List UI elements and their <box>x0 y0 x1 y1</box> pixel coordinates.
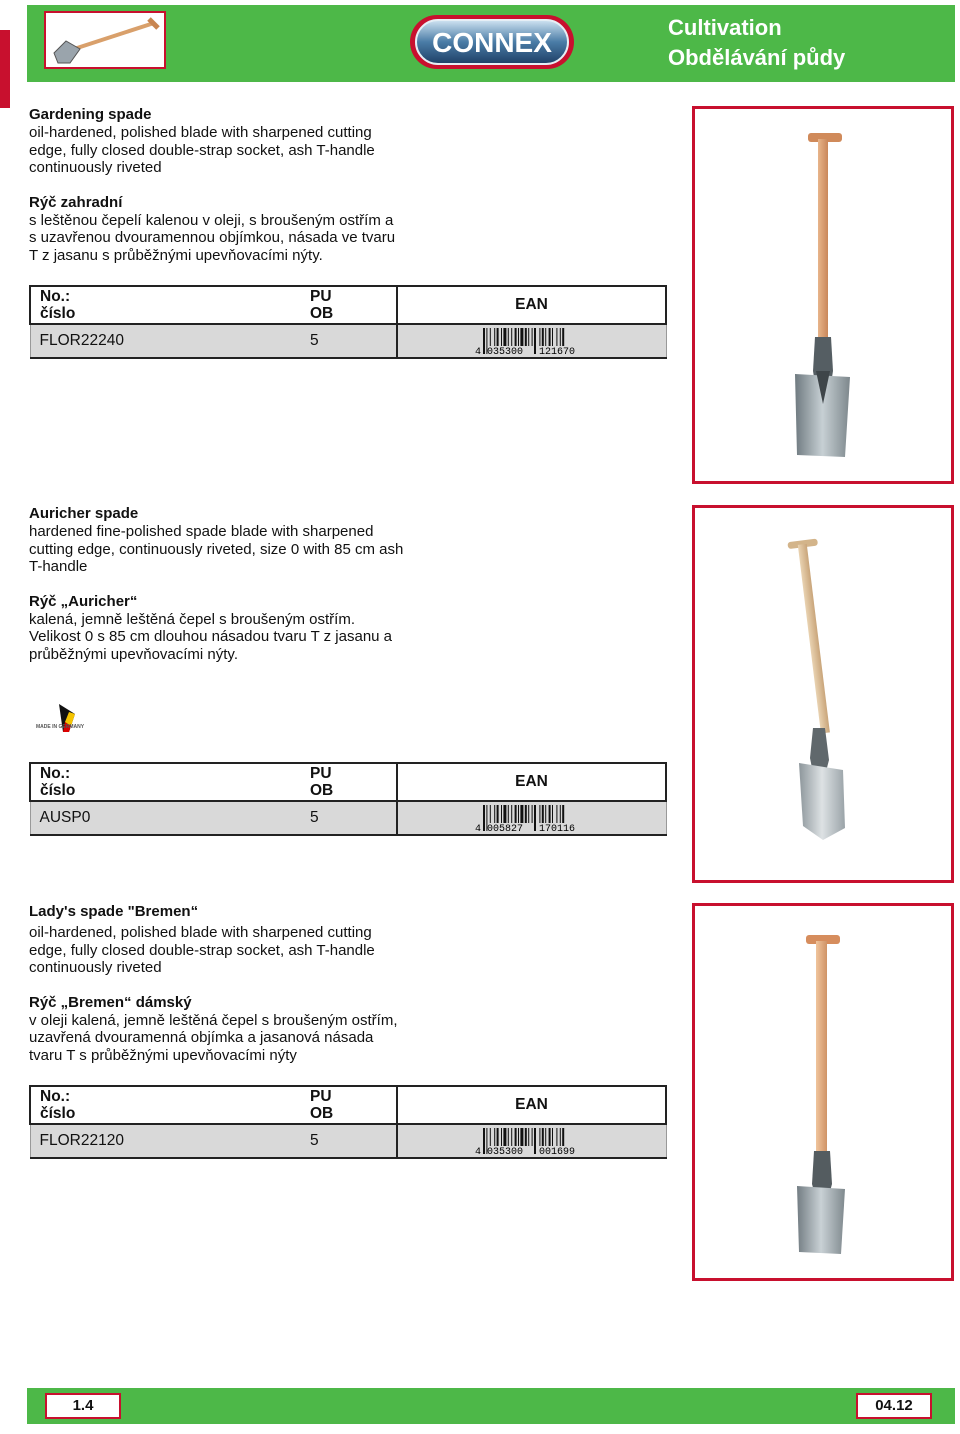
product-lady-spade-bremen <box>29 903 449 1064</box>
header-pu-cell: PU OB <box>310 1086 397 1124</box>
barcode-bar <box>511 1128 512 1146</box>
description-cz-line: průběžnými upevňovacími nýty. <box>29 645 238 663</box>
ean-cell <box>397 1124 666 1158</box>
category-thumbnail <box>44 11 166 69</box>
barcode-bar <box>501 1128 502 1146</box>
red-accent-bar <box>0 30 10 108</box>
description-en-line: oil-hardened, polished blade with sharpened cutting <box>29 124 372 141</box>
barcode-bar <box>531 805 532 823</box>
product-title-cz: Rýč „Auricher“ <box>29 592 138 610</box>
svg-text:4: 4 <box>474 347 481 358</box>
barcode-bar <box>483 1128 485 1154</box>
barcode-bar <box>545 328 546 346</box>
description-en-line: continuously riveted <box>29 159 162 176</box>
description-cz-line: kalená, jemně leštěná čepel s broušeným ostřím. <box>29 610 355 628</box>
description-en-line: cutting edge, continuously riveted, size 0 with 85 cm ash <box>29 540 404 558</box>
header-number-cell: No.: číslo <box>30 1086 310 1124</box>
barcode-bar <box>511 328 512 346</box>
barcode-bar <box>503 328 506 346</box>
product-image-frame <box>692 106 954 484</box>
svg-text:121670: 121670 <box>538 347 575 358</box>
description-en-line: continuously riveted <box>29 959 162 976</box>
logo-text: CONNEX <box>432 27 552 58</box>
barcode-bar <box>556 1128 557 1146</box>
footer-band <box>27 1388 955 1424</box>
description-cz-line: s leštěnou čepelí kalenou v oleji, s broušeným ostřím a <box>29 211 394 229</box>
spade-thumbnail-icon <box>46 13 164 67</box>
barcode-bar <box>548 328 550 346</box>
barcode <box>473 803 591 833</box>
barcode-bar <box>534 1128 536 1154</box>
page-number: 1.4 <box>45 1393 121 1419</box>
description-en-line: hardened fine-polished spade blade with sharpened <box>29 523 374 540</box>
badge-text: MADE IN GERMANY <box>36 724 85 730</box>
made-in-germany-badge <box>35 702 85 736</box>
barcode <box>473 326 591 356</box>
barcode-bar <box>531 1128 532 1146</box>
header-ean-cell: EAN <box>397 286 666 324</box>
barcode-bar <box>508 1128 509 1146</box>
description-cz-line: v oleji kalená, jemně leštěná čepel s broušeným ostřím, <box>29 1011 398 1029</box>
lady-spade-image <box>695 906 951 1278</box>
product-gardening-spade <box>29 106 449 264</box>
barcode-bar <box>562 1128 564 1146</box>
barcode-bar <box>545 1128 546 1146</box>
barcode-bar <box>496 328 498 346</box>
barcode-bar <box>534 805 536 831</box>
barcode <box>473 1126 591 1156</box>
header-ean-cell: EAN <box>397 763 666 801</box>
svg-text:4: 4 <box>474 824 481 835</box>
catalog-date: 04.12 <box>856 1393 932 1419</box>
description-en-line: T-handle <box>29 558 88 575</box>
barcode-bar <box>520 1128 523 1146</box>
barcode-bar <box>552 805 553 823</box>
barcode-bar <box>518 328 519 346</box>
page-title <box>668 13 845 73</box>
ean-cell <box>397 324 666 358</box>
barcode-bar <box>483 805 485 831</box>
barcode-bar <box>503 1128 506 1146</box>
barcode-bar <box>496 805 498 823</box>
product-title-cz: Rýč zahradní <box>29 193 123 211</box>
description-cz-line: T z jasanu s průběžnými upevňovacími nýty. <box>29 246 323 264</box>
svg-text:4: 4 <box>474 1147 481 1158</box>
barcode-bar <box>539 1128 540 1146</box>
barcode-bar <box>560 805 561 823</box>
barcode-bar <box>528 328 529 346</box>
barcode-bar <box>539 805 540 823</box>
barcode-bar <box>518 805 519 823</box>
product-number: FLOR22120 <box>30 1124 310 1158</box>
header-ean-cell: EAN <box>397 1086 666 1124</box>
product-title-en: Gardening spade <box>29 106 152 123</box>
barcode-bar <box>490 328 491 346</box>
barcode-bar <box>560 1128 561 1146</box>
barcode-bar <box>545 805 546 823</box>
barcode-bar <box>548 1128 550 1146</box>
product-number: FLOR22240 <box>30 324 310 358</box>
barcode-bar <box>525 328 527 346</box>
header-number-cell: No.: číslo <box>30 763 310 801</box>
packing-unit: 5 <box>310 801 397 835</box>
barcode-bar <box>520 805 523 823</box>
barcode-bar <box>528 1128 529 1146</box>
header-pu-cell: PU OB <box>310 286 397 324</box>
barcode-bar <box>503 805 506 823</box>
packing-unit: 5 <box>310 1124 397 1158</box>
svg-text:001699: 001699 <box>538 1147 575 1158</box>
description-cz-line: uzavřená dvouramenná objímka a jasanová násada <box>29 1029 374 1046</box>
spec-table <box>29 762 667 836</box>
barcode-bar <box>542 805 544 823</box>
barcode-bar <box>525 1128 527 1146</box>
barcode-bar <box>494 328 495 346</box>
barcode-bar <box>508 328 509 346</box>
title-czech: Obdělávání půdy <box>668 45 846 70</box>
barcode-bar <box>494 1128 495 1146</box>
barcode-bar <box>494 805 495 823</box>
barcode-bar <box>483 328 485 354</box>
barcode-bar <box>542 1128 544 1146</box>
barcode-bar <box>525 805 527 823</box>
barcode-bar <box>560 328 561 346</box>
connex-logo <box>408 12 576 72</box>
product-title-cz: Rýč „Bremen“ dámský <box>29 993 192 1011</box>
product-image-frame <box>692 903 954 1281</box>
description-en-line: edge, fully closed double-strap socket, ash T-handle <box>29 941 375 959</box>
barcode-bar <box>556 805 557 823</box>
product-title-en: Lady's spade "Bremen“ <box>29 903 199 920</box>
svg-text:170116: 170116 <box>538 824 575 835</box>
barcode-bar <box>514 1128 516 1146</box>
product-number: AUSP0 <box>30 801 310 835</box>
description-en-line: edge, fully closed double-strap socket, ash T-handle <box>29 141 375 159</box>
barcode-bar <box>514 328 516 346</box>
spec-table <box>29 1085 667 1159</box>
description-cz-line: s uzavřenou dvouramennou objímkou, násada ve tvaru <box>29 229 396 246</box>
barcode-bar <box>548 805 550 823</box>
svg-text:005827: 005827 <box>486 824 523 835</box>
barcode-bar <box>556 328 557 346</box>
barcode-bar <box>508 805 509 823</box>
barcode-bar <box>496 1128 498 1146</box>
barcode-bar <box>552 1128 553 1146</box>
header-pu-cell: PU OB <box>310 763 397 801</box>
description-cz-line: Velikost 0 s 85 cm dlouhou násadou tvaru T z jasanu a <box>29 628 393 645</box>
barcode-bar <box>562 805 564 823</box>
barcode-bar <box>501 805 502 823</box>
description-cz-line: tvaru T s průběžnými upevňovacími nýty <box>29 1046 297 1064</box>
svg-text:035300: 035300 <box>486 347 523 358</box>
product-auricher-spade <box>29 505 449 663</box>
spec-table <box>29 285 667 359</box>
svg-text:035300: 035300 <box>486 1147 523 1158</box>
gardening-spade-image <box>695 109 951 481</box>
ean-cell <box>397 801 666 835</box>
barcode-bar <box>542 328 544 346</box>
barcode-bar <box>518 1128 519 1146</box>
barcode-bar <box>528 805 529 823</box>
barcode-bar <box>514 805 516 823</box>
barcode-bar <box>539 328 540 346</box>
packing-unit: 5 <box>310 324 397 358</box>
barcode-bar <box>490 1128 491 1146</box>
header-number-cell: No.: číslo <box>30 286 310 324</box>
auricher-spade-image <box>695 508 951 880</box>
barcode-bar <box>520 328 523 346</box>
description-en-line: oil-hardened, polished blade with sharpened cutting <box>29 924 372 941</box>
barcode-bar <box>531 328 532 346</box>
product-image-frame <box>692 505 954 883</box>
title-english: Cultivation <box>668 15 782 40</box>
barcode-bar <box>501 328 502 346</box>
barcode-bar <box>511 805 512 823</box>
barcode-bar <box>490 805 491 823</box>
barcode-bar <box>562 328 564 346</box>
barcode-bar <box>534 328 536 354</box>
product-title-en: Auricher spade <box>29 505 139 522</box>
barcode-bar <box>552 328 553 346</box>
